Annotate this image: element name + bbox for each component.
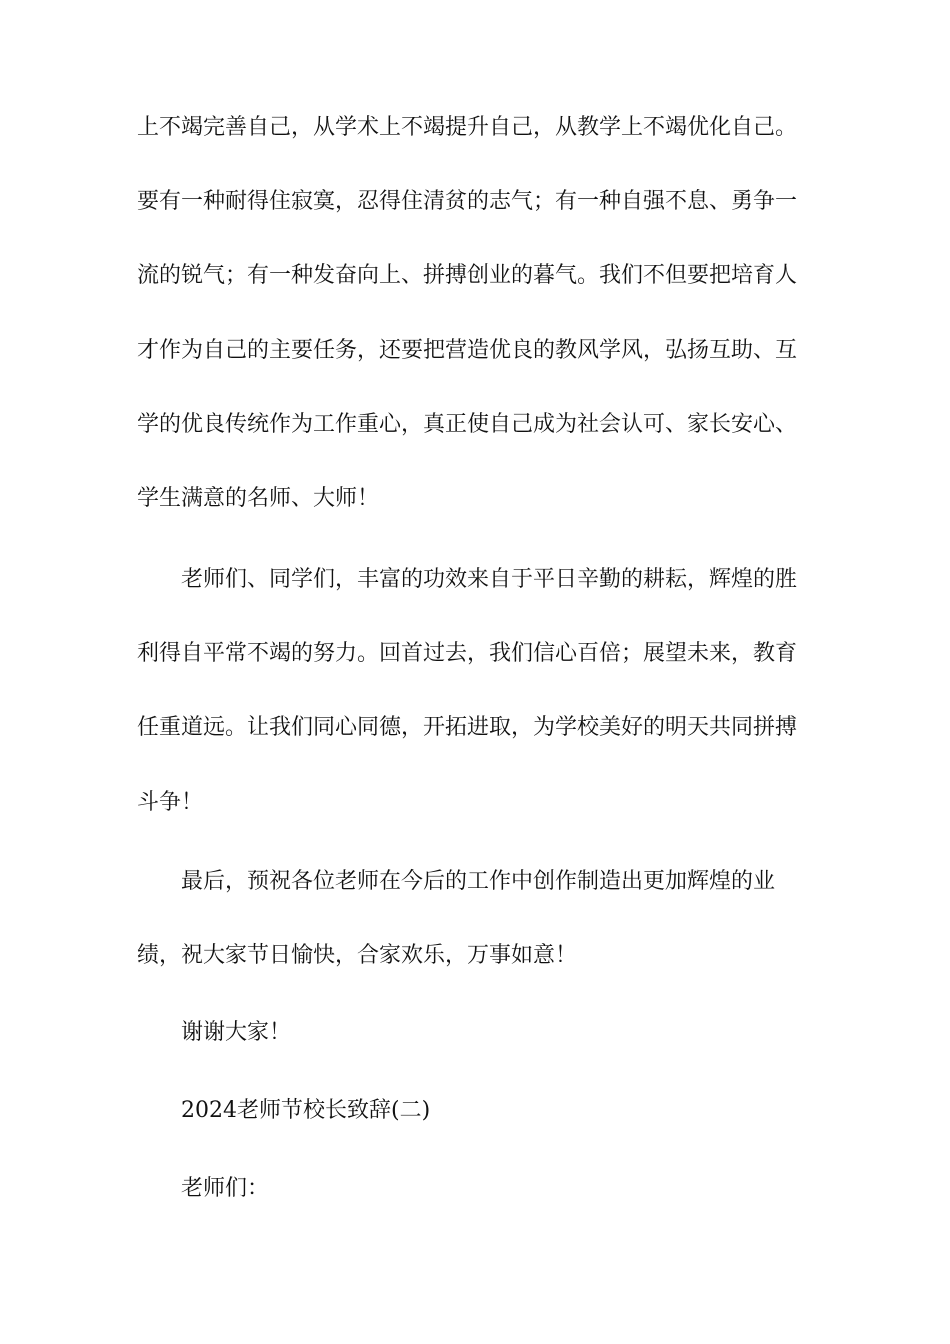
paragraph-line: 要有一种耐得住寂寞，忍得住清贫的志气；有一种自强不息、勇争一 bbox=[137, 189, 798, 214]
section-title: 2024老师节校长致辞(二) bbox=[181, 1098, 431, 1123]
paragraph-line: 任重道远。让我们同心同德，开拓进取，为学校美好的明天共同拼搏 bbox=[137, 715, 798, 740]
salutation: 老师们： bbox=[181, 1176, 270, 1201]
paragraph-line: 学的优良传统作为工作重心，真正使自己成为社会认可、家长安心、 bbox=[137, 412, 798, 437]
paragraph-line: 流的锐气；有一种发奋向上、拼搏创业的暮气。我们不但要把培育人 bbox=[137, 263, 798, 288]
paragraph-line: 上不竭完善自己，从学术上不竭提升自己，从教学上不竭优化自己。 bbox=[137, 115, 798, 140]
paragraph-line: 斗争！ bbox=[137, 790, 204, 815]
paragraph-line: 利得自平常不竭的努力。回首过去，我们信心百倍；展望未来，教育 bbox=[137, 641, 798, 666]
paragraph-line: 老师们、同学们，丰富的功效来自于平日辛勤的耕耘，辉煌的胜 bbox=[181, 567, 798, 592]
paragraph-line: 学生满意的名师、大师！ bbox=[137, 486, 380, 511]
paragraph-line: 才作为自己的主要任务，还要把营造优良的教风学风，弘扬互助、互 bbox=[137, 338, 798, 363]
paragraph-line: 最后，预祝各位老师在今后的工作中创作制造出更加辉煌的业 bbox=[181, 869, 776, 894]
paragraph-line: 谢谢大家！ bbox=[181, 1020, 292, 1045]
paragraph-line: 绩，祝大家节日愉快，合家欢乐，万事如意！ bbox=[137, 943, 578, 968]
